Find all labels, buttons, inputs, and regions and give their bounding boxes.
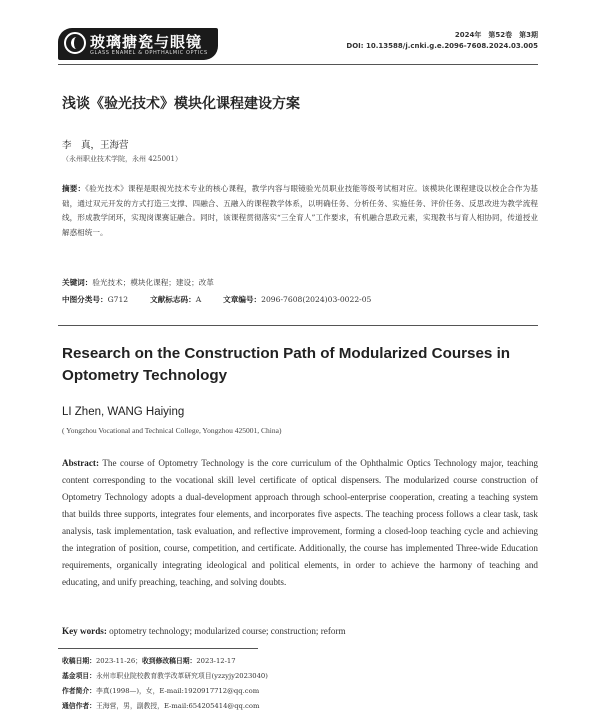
received-date: 2023-11-26； (95, 657, 142, 665)
footnote-dates (62, 655, 236, 665)
author-bio-label: 作者简介： (62, 687, 96, 695)
corresponding-label: 通信作者： (62, 702, 96, 710)
doi: DOI: 10.13588/j.cnki.g.e.2096-7608.2024.03.005 (346, 42, 538, 50)
en-title: Research on the Construction Path of Modularized Courses in Optometry Technology (62, 345, 511, 384)
en-keywords-label: Key words: (62, 626, 107, 636)
logo-en-text: GLASS ENAMEL & OPHTHALMIC OPTICS (90, 50, 208, 56)
cn-keywords-label: 关键词： (62, 278, 93, 287)
cn-abstract (62, 182, 538, 240)
article-no-value: 2096-7608(2024)03-0022-05 (261, 295, 372, 304)
en-keywords-text: optometry technology; modularized course; construction; reform (109, 626, 346, 636)
en-abstract-text: The course of Optometry Technology is the core curriculum of the Ophthalmic Optics Technology major, teaching content corresponding to the vocational skill level certificate of optical dispensers. The modularized course construction of Optometry Technology adopts a dual-development approach through school-enterprise cooperation, creating a teaching system that builds three supports, integrates four elements, and incorporates five aspects. The teaching process follows a clear task, task analysis, task implementation, task evaluation, and reflective improvement, forming a closed-loop teaching cycle and achieving the integration of position, course, competition, and certificate. Additionally, the course has implemented Three-wide Education requirements, organically integrating ideological and political elements, in order to achieve the harmony of teaching and educating, and unify preaching, teaching, and solving doubts. (62, 458, 538, 587)
header-rule (58, 64, 538, 65)
cn-keywords-text: 验光技术；模块化课程；建设；改革 (92, 278, 214, 287)
corresponding-text: 王海营，男，副教授，E-mail:654205414@qq.com (95, 702, 260, 710)
cn-abstract-text: 《验光技术》课程是眼视光技术专业的核心课程，教学内容与眼镜验光员职业技能等级考试相对应。该模块化课程建设以校企合作为基础，通过双元开发的方式打造三支撑、四融合、五融入的课程教学体系，以明确任务、分析任务、实施任务、评价任务、反思改进为教学流程线，形成教学闭环，实现岗课赛证融合。同时，该课程贯彻落实“三全育人”工作要求，有机融合思政元素，实现教书与育人相协同，传道授业解惑相统一。 (62, 184, 539, 237)
received-label: 收稿日期： (62, 657, 96, 665)
doc-code-label: 文献标志码： (150, 295, 196, 304)
revised-date: 2023-12-17 (196, 657, 236, 665)
footnote-rule (58, 648, 258, 649)
cn-authors: 李 真，王海营 (62, 140, 129, 151)
eye-icon (64, 32, 86, 54)
footnote-author (62, 685, 259, 695)
en-affiliation: ( Yongzhou Vocational and Technical College, Yongzhou 425001, China) (62, 426, 282, 435)
revised-label: 收到修改稿日期： (141, 657, 197, 665)
section-rule (58, 325, 538, 326)
article-no-label: 文章编号： (223, 295, 262, 304)
logo-cn-text: 玻璃搪瓷与眼镜 (90, 33, 203, 51)
fund-label: 基金项目： (62, 672, 96, 680)
fund-text: 永州市职业院校教育教学改革研究项目(yzzyjy2023040) (95, 672, 268, 680)
cn-affiliation: （永州职业技术学院，永州 425001） (62, 155, 182, 163)
en-abstract-label: Abstract: (62, 458, 99, 468)
doc-code-value: A (195, 295, 202, 304)
cn-classification (62, 294, 371, 305)
en-abstract (62, 455, 538, 591)
en-authors: LI Zhen, WANG Haiying (62, 406, 185, 418)
issue-number: 2024年 第52卷 第3期 (454, 31, 538, 39)
class-value: G712 (107, 295, 129, 304)
footnote-corresponding (62, 700, 259, 710)
cn-title: 浅谈《验光技术》模块化课程建设方案 (62, 96, 300, 112)
journal-logo (58, 28, 218, 60)
cn-keywords (62, 277, 214, 288)
footnote-fund (62, 670, 268, 680)
en-keywords (62, 626, 346, 636)
author-bio-text: 李真(1998—)，女，E-mail:1920917712@qq.com (95, 687, 260, 695)
class-label: 中图分类号： (62, 295, 108, 304)
issue-info (346, 30, 538, 52)
cn-abstract-label: 摘要： (62, 184, 86, 193)
